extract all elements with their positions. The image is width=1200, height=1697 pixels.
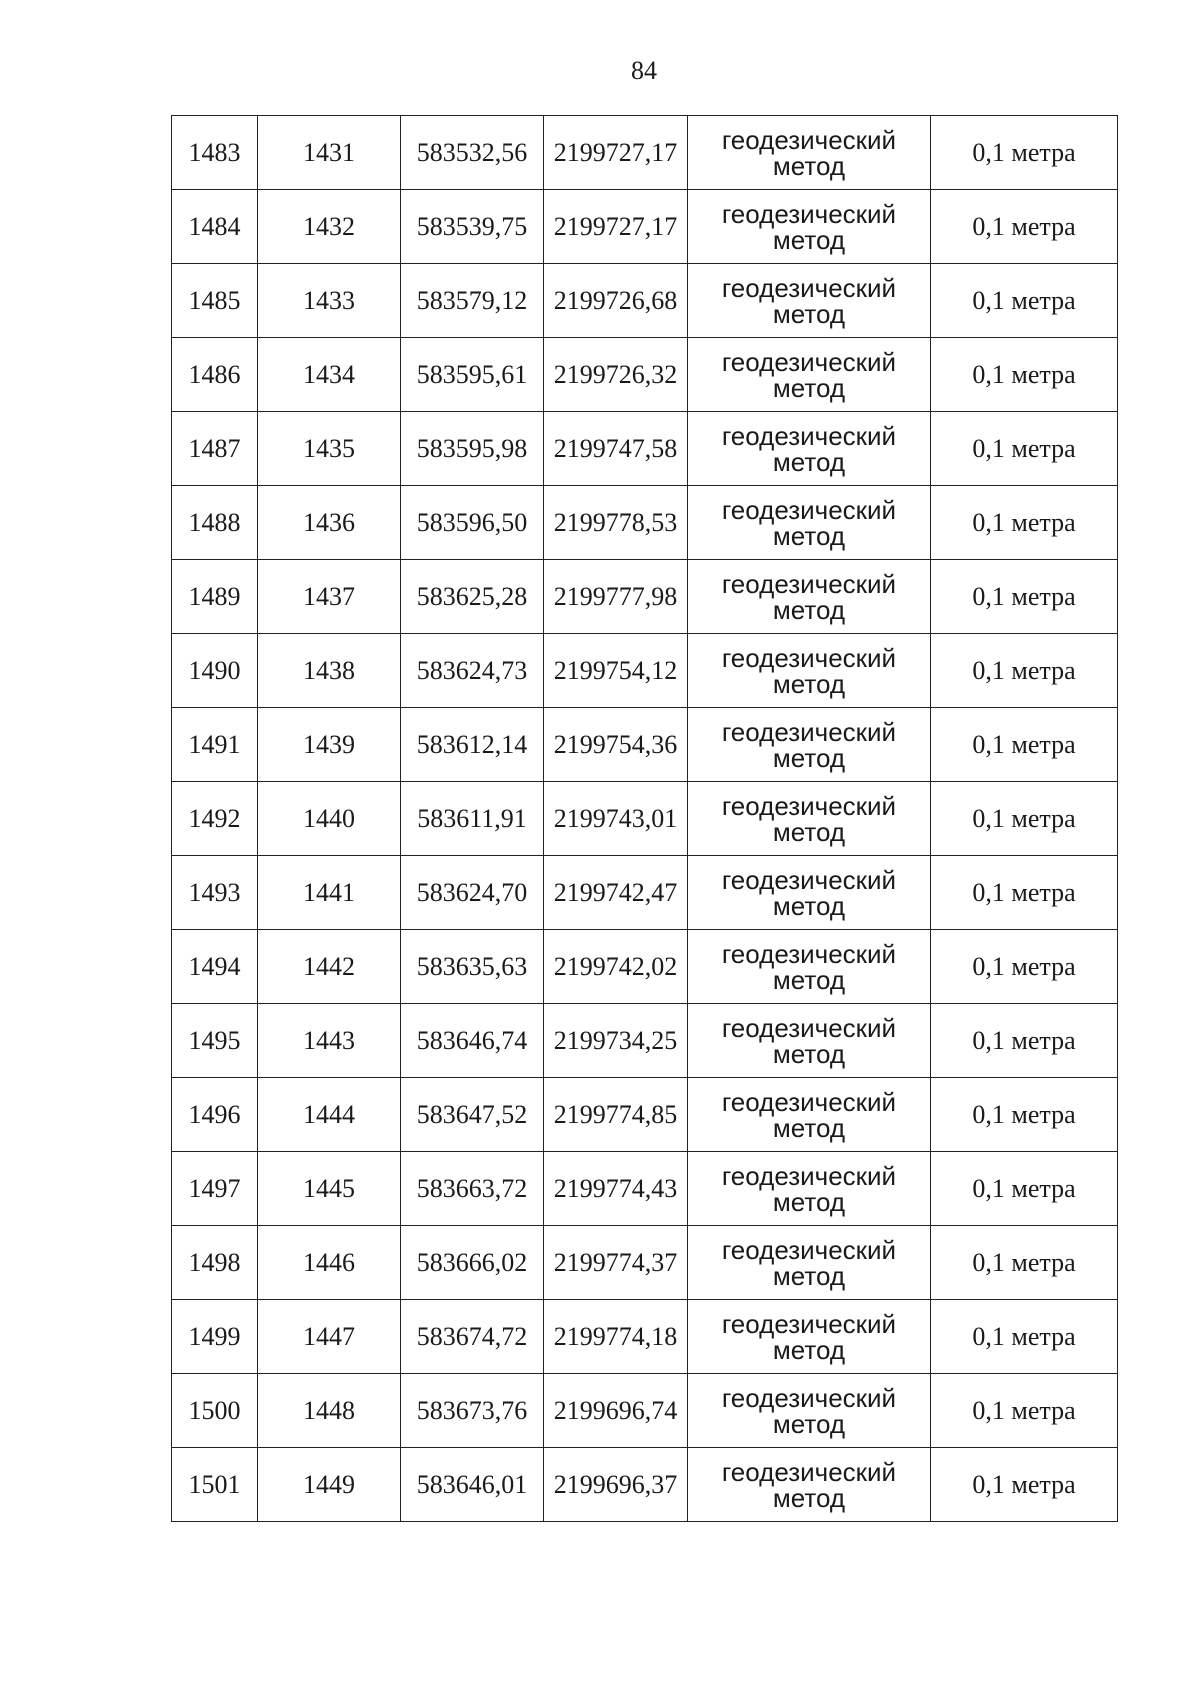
method-text-line: метод [772, 964, 846, 995]
method-text-line: метод [772, 890, 846, 921]
method-cell [688, 1226, 931, 1300]
table-row [172, 190, 1118, 264]
method-text-line: геодезический [721, 1456, 897, 1487]
y-coordinate-cell: 2199747,58 [544, 412, 688, 486]
method-text-line: геодезический [721, 1308, 897, 1339]
y-coordinate-cell: 2199726,32 [544, 338, 688, 412]
table-row [172, 1374, 1118, 1448]
method-cell [688, 1448, 931, 1522]
point-id-cell: 1435 [258, 412, 401, 486]
method-text-line: геодезический [721, 1086, 897, 1117]
method-text-line: геодезический [721, 420, 897, 451]
point-number-cell: 1483 [172, 116, 258, 190]
x-coordinate-cell: 583647,52 [401, 1078, 544, 1152]
x-coordinate-cell: 583663,72 [401, 1152, 544, 1226]
x-coordinate-cell: 583611,91 [401, 782, 544, 856]
method-text-line: метод [772, 1260, 846, 1291]
accuracy-cell: 0,1 метра [931, 634, 1118, 708]
method-text-line: метод [772, 150, 846, 181]
method-text-line: метод [772, 1038, 846, 1069]
method-cell [688, 1152, 931, 1226]
accuracy-cell: 0,1 метра [931, 116, 1118, 190]
point-number-cell: 1491 [172, 708, 258, 782]
x-coordinate-cell: 583673,76 [401, 1374, 544, 1448]
method-text-line: геодезический [721, 1160, 897, 1191]
table-row [172, 338, 1118, 412]
method-text-line: геодезический [721, 1234, 897, 1265]
table-row [172, 930, 1118, 1004]
method-text-line: геодезический [721, 1012, 897, 1043]
point-id-cell: 1437 [258, 560, 401, 634]
method-text-line: геодезический [721, 642, 897, 673]
point-number-cell: 1488 [172, 486, 258, 560]
point-number-cell: 1500 [172, 1374, 258, 1448]
table-row [172, 1078, 1118, 1152]
method-cell [688, 116, 931, 190]
x-coordinate-cell: 583635,63 [401, 930, 544, 1004]
coordinates-table-body [172, 116, 1118, 1522]
point-number-cell: 1498 [172, 1226, 258, 1300]
accuracy-cell: 0,1 метра [931, 1374, 1118, 1448]
accuracy-cell: 0,1 метра [931, 486, 1118, 560]
method-text-line: геодезический [721, 864, 897, 895]
y-coordinate-cell: 2199774,43 [544, 1152, 688, 1226]
method-cell [688, 1300, 931, 1374]
table-row [172, 634, 1118, 708]
method-text-line: геодезический [721, 272, 897, 303]
point-number-cell: 1496 [172, 1078, 258, 1152]
method-text-line: геодезический [721, 1382, 897, 1413]
y-coordinate-cell: 2199742,02 [544, 930, 688, 1004]
x-coordinate-cell: 583539,75 [401, 190, 544, 264]
table-row [172, 708, 1118, 782]
method-text-line: метод [772, 1112, 846, 1143]
table-row [172, 1300, 1118, 1374]
point-id-cell: 1449 [258, 1448, 401, 1522]
point-id-cell: 1442 [258, 930, 401, 1004]
method-text-line: метод [772, 1186, 846, 1217]
accuracy-cell: 0,1 метра [931, 560, 1118, 634]
table-row [172, 412, 1118, 486]
point-id-cell: 1448 [258, 1374, 401, 1448]
method-text-line: метод [772, 520, 846, 551]
y-coordinate-cell: 2199774,37 [544, 1226, 688, 1300]
method-text-line: геодезический [721, 124, 897, 155]
point-number-cell: 1486 [172, 338, 258, 412]
method-text-line: геодезический [721, 198, 897, 229]
point-number-cell: 1497 [172, 1152, 258, 1226]
method-cell [688, 190, 931, 264]
point-id-cell: 1440 [258, 782, 401, 856]
point-number-cell: 1493 [172, 856, 258, 930]
point-id-cell: 1446 [258, 1226, 401, 1300]
accuracy-cell: 0,1 метра [931, 338, 1118, 412]
y-coordinate-cell: 2199696,37 [544, 1448, 688, 1522]
method-cell [688, 264, 931, 338]
y-coordinate-cell: 2199754,36 [544, 708, 688, 782]
accuracy-cell: 0,1 метра [931, 708, 1118, 782]
method-cell [688, 782, 931, 856]
page-number: 84 [631, 56, 657, 85]
x-coordinate-cell: 583532,56 [401, 116, 544, 190]
y-coordinate-cell: 2199696,74 [544, 1374, 688, 1448]
x-coordinate-cell: 583646,01 [401, 1448, 544, 1522]
point-id-cell: 1444 [258, 1078, 401, 1152]
method-text-line: геодезический [721, 568, 897, 599]
accuracy-cell: 0,1 метра [931, 1078, 1118, 1152]
table-row [172, 856, 1118, 930]
point-number-cell: 1485 [172, 264, 258, 338]
point-id-cell: 1447 [258, 1300, 401, 1374]
table-row [172, 782, 1118, 856]
point-id-cell: 1445 [258, 1152, 401, 1226]
table-row [172, 1448, 1118, 1522]
y-coordinate-cell: 2199774,85 [544, 1078, 688, 1152]
y-coordinate-cell: 2199778,53 [544, 486, 688, 560]
point-number-cell: 1487 [172, 412, 258, 486]
x-coordinate-cell: 583612,14 [401, 708, 544, 782]
x-coordinate-cell: 583625,28 [401, 560, 544, 634]
point-id-cell: 1436 [258, 486, 401, 560]
point-id-cell: 1438 [258, 634, 401, 708]
point-number-cell: 1490 [172, 634, 258, 708]
x-coordinate-cell: 583595,61 [401, 338, 544, 412]
accuracy-cell: 0,1 метра [931, 1152, 1118, 1226]
method-text-line: метод [772, 668, 846, 699]
method-text-line: метод [772, 298, 846, 329]
method-text-line: метод [772, 1408, 846, 1439]
method-cell [688, 412, 931, 486]
y-coordinate-cell: 2199777,98 [544, 560, 688, 634]
point-id-cell: 1441 [258, 856, 401, 930]
accuracy-cell: 0,1 метра [931, 190, 1118, 264]
y-coordinate-cell: 2199726,68 [544, 264, 688, 338]
method-text-line: метод [772, 1334, 846, 1365]
x-coordinate-cell: 583674,72 [401, 1300, 544, 1374]
point-number-cell: 1489 [172, 560, 258, 634]
accuracy-cell: 0,1 метра [931, 1300, 1118, 1374]
method-text-line: геодезический [721, 346, 897, 377]
method-cell [688, 338, 931, 412]
y-coordinate-cell: 2199727,17 [544, 190, 688, 264]
y-coordinate-cell: 2199754,12 [544, 634, 688, 708]
method-text-line: метод [772, 1482, 846, 1513]
method-text-line: геодезический [721, 716, 897, 747]
accuracy-cell: 0,1 метра [931, 1448, 1118, 1522]
y-coordinate-cell: 2199727,17 [544, 116, 688, 190]
method-text-line: метод [772, 372, 846, 403]
method-text-line: метод [772, 224, 846, 255]
x-coordinate-cell: 583624,73 [401, 634, 544, 708]
point-number-cell: 1484 [172, 190, 258, 264]
point-number-cell: 1501 [172, 1448, 258, 1522]
method-text-line: геодезический [721, 938, 897, 969]
point-number-cell: 1495 [172, 1004, 258, 1078]
point-id-cell: 1439 [258, 708, 401, 782]
x-coordinate-cell: 583624,70 [401, 856, 544, 930]
point-id-cell: 1443 [258, 1004, 401, 1078]
method-cell [688, 856, 931, 930]
y-coordinate-cell: 2199734,25 [544, 1004, 688, 1078]
table-row [172, 264, 1118, 338]
table-row [172, 1004, 1118, 1078]
x-coordinate-cell: 583595,98 [401, 412, 544, 486]
point-id-cell: 1433 [258, 264, 401, 338]
method-cell [688, 708, 931, 782]
accuracy-cell: 0,1 метра [931, 1226, 1118, 1300]
table-row [172, 1152, 1118, 1226]
point-number-cell: 1494 [172, 930, 258, 1004]
method-text-line: метод [772, 446, 846, 477]
point-id-cell: 1434 [258, 338, 401, 412]
point-id-cell: 1432 [258, 190, 401, 264]
method-text-line: метод [772, 816, 846, 847]
method-cell [688, 1374, 931, 1448]
accuracy-cell: 0,1 метра [931, 264, 1118, 338]
accuracy-cell: 0,1 метра [931, 856, 1118, 930]
table-row [172, 486, 1118, 560]
method-text-line: геодезический [721, 494, 897, 525]
method-text-line: геодезический [721, 790, 897, 821]
x-coordinate-cell: 583666,02 [401, 1226, 544, 1300]
y-coordinate-cell: 2199742,47 [544, 856, 688, 930]
x-coordinate-cell: 583579,12 [401, 264, 544, 338]
coordinates-table [171, 115, 1118, 1522]
method-cell [688, 1078, 931, 1152]
accuracy-cell: 0,1 метра [931, 782, 1118, 856]
x-coordinate-cell: 583646,74 [401, 1004, 544, 1078]
table-row [172, 116, 1118, 190]
method-cell [688, 634, 931, 708]
point-number-cell: 1499 [172, 1300, 258, 1374]
method-cell [688, 486, 931, 560]
accuracy-cell: 0,1 метра [931, 1004, 1118, 1078]
method-text-line: метод [772, 594, 846, 625]
x-coordinate-cell: 583596,50 [401, 486, 544, 560]
method-cell [688, 1004, 931, 1078]
table-row [172, 1226, 1118, 1300]
y-coordinate-cell: 2199743,01 [544, 782, 688, 856]
method-text-line: метод [772, 742, 846, 773]
point-id-cell: 1431 [258, 116, 401, 190]
accuracy-cell: 0,1 метра [931, 412, 1118, 486]
method-cell [688, 560, 931, 634]
point-number-cell: 1492 [172, 782, 258, 856]
accuracy-cell: 0,1 метра [931, 930, 1118, 1004]
method-cell [688, 930, 931, 1004]
y-coordinate-cell: 2199774,18 [544, 1300, 688, 1374]
table-row [172, 560, 1118, 634]
